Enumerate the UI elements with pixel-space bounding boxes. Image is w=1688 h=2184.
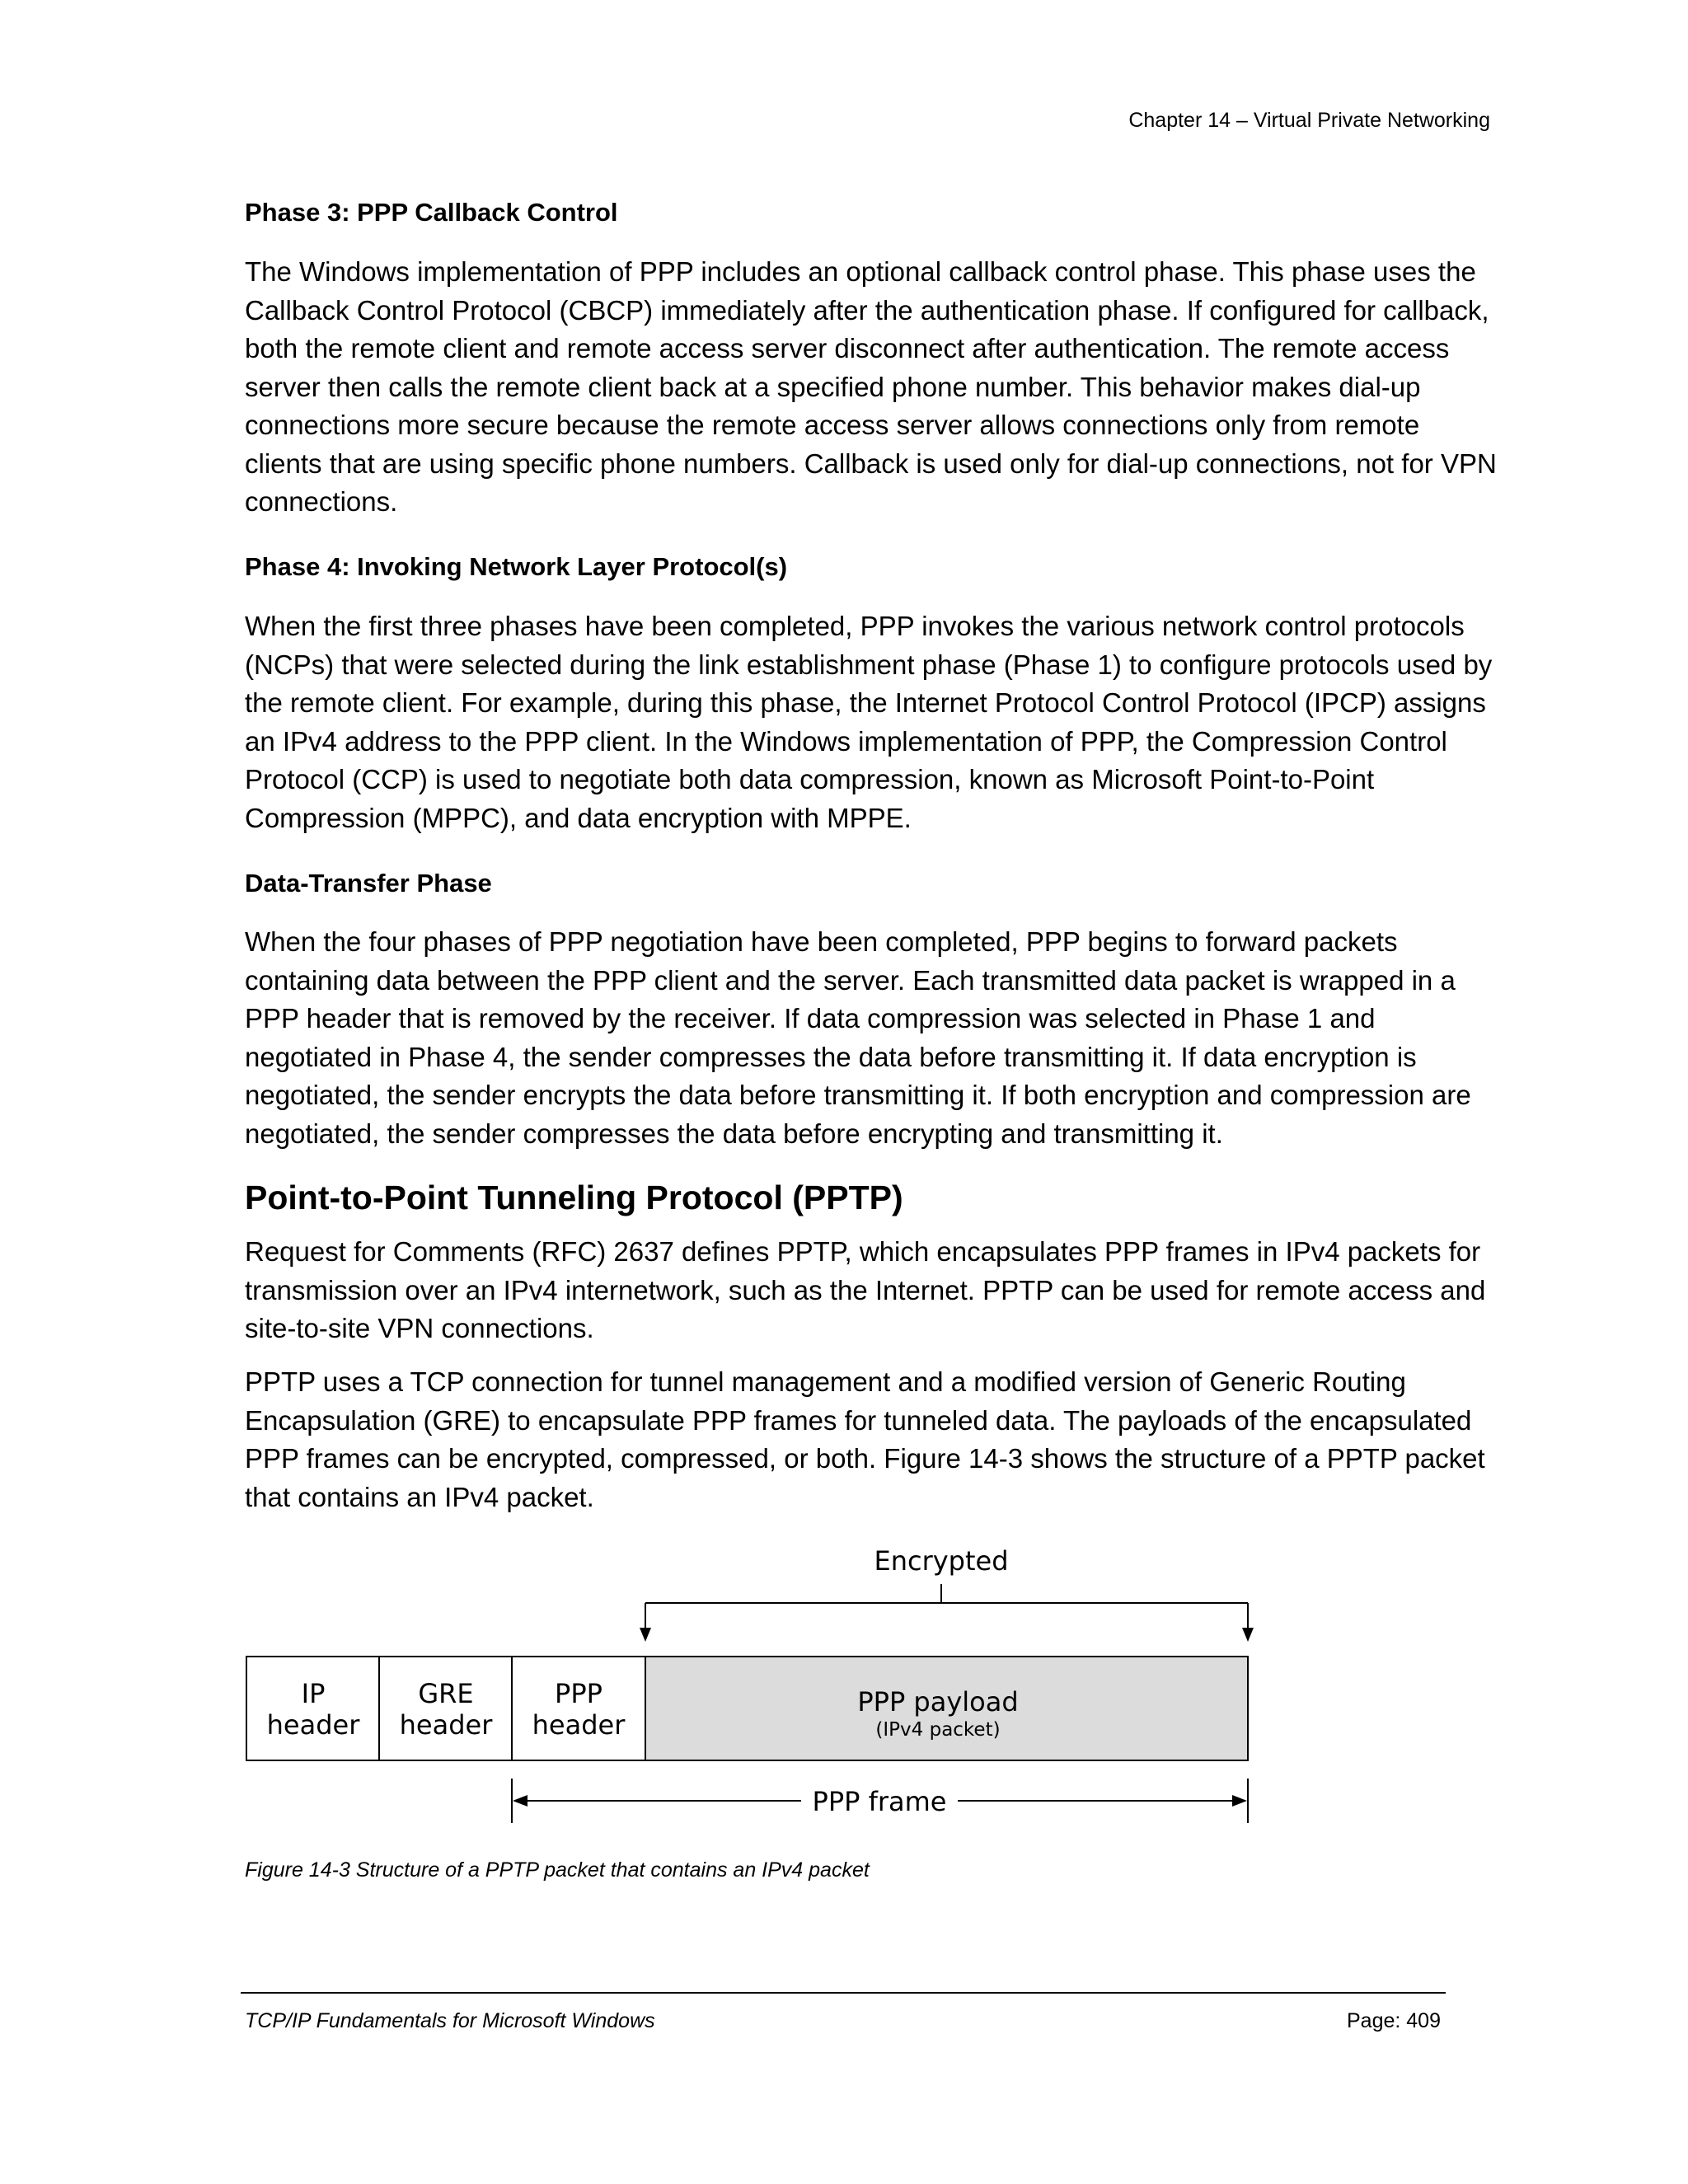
ip-header-line2: header — [266, 1709, 360, 1741]
ppp-frame-arrowhead-left — [513, 1795, 528, 1807]
ip-header-line1: IP — [301, 1678, 326, 1709]
ppp-frame-arrowhead-right — [1232, 1795, 1247, 1807]
heading-phase4: Phase 4: Invoking Network Layer Protocol(s) — [245, 552, 788, 581]
ppp-header-line2: header — [532, 1709, 626, 1741]
heading-phase3: Phase 3: PPP Callback Control — [245, 198, 618, 227]
paragraph-pptp-2: PPTP uses a TCP connection for tunnel management and a modified version of Generic Routing Encapsulation (GRE) to encapsulate PPP frames for tunneled data. The payloads of the encapsulated PPP frames can be encrypted, compressed, or both. Figure 14-3 shows the structure of a PPTP packet that contains an IPv4 packet. — [245, 1366, 1485, 1512]
page-header-chapter: Chapter 14 – Virtual Private Networking — [1128, 109, 1490, 132]
footer-page-number: Page: 409 — [1347, 2009, 1441, 2032]
footer-book-title: TCP/IP Fundamentals for Microsoft Windows — [245, 2009, 655, 2032]
paragraph-phase4: When the first three phases have been completed, PPP invokes the various network control protocols (NCPs) that were selected during the link establishment phase (Phase 1) to configure protocols used by the remote client. For example, during this phase, the Internet Protocol Control Protocol (IPCP) assigns an IPv4 address to the PPP client. In the Windows implementation of PPP, the Compression Control Protocol (CCP) is used to negotiate both data compression, known as Microsoft Point-to-Point Compression (MPPC), and data encryption with MPPE. — [245, 611, 1493, 833]
footer-divider — [241, 1992, 1446, 1994]
ppp-payload-sublabel: (IPv4 packet) — [875, 1719, 1001, 1741]
encrypted-label: Encrypted — [874, 1545, 1009, 1577]
heading-pptp: Point-to-Point Tunneling Protocol (PPTP) — [245, 1179, 903, 1216]
encrypted-arrowhead-right — [1242, 1628, 1254, 1642]
ppp-frame-label: PPP frame — [812, 1786, 947, 1817]
figure-caption: Figure 14-3 Structure of a PPTP packet that contains an IPv4 packet — [245, 1858, 870, 1882]
ppp-payload-label: PPP payload — [857, 1686, 1019, 1718]
ppp-header-line1: PPP — [555, 1678, 603, 1709]
paragraph-pptp-1: Request for Comments (RFC) 2637 defines PPTP, which encapsulates PPP frames in IPv4 packets for transmission over an IPv4 internetwork, such as the Internet. PPTP can be used for remote access and site-to-site VPN connections. — [245, 1236, 1486, 1343]
paragraph-data-transfer: When the four phases of PPP negotiation have been completed, PPP begins to forward packets containing data between the PPP client and the server. Each transmitted data packet is wrapped in a PPP header that is removed by the receiver. If data compression was selected in Phase 1 and negotiated in Phase 4, the sender compresses the data before transmitting it. If data encryption is negotiated, the sender encrypts the data before transmitting it. If both encryption and compression are negotiated, the sender compresses the data before encrypting and transmitting it. — [245, 926, 1471, 1149]
heading-data-transfer: Data-Transfer Phase — [245, 869, 492, 898]
encrypted-arrowhead-left — [640, 1628, 651, 1642]
gre-header-line2: header — [399, 1709, 493, 1741]
paragraph-phase3: The Windows implementation of PPP includes an optional callback control phase. This phase uses the Callback Control Protocol (CBCP) immediately after the authentication phase. If configured for callback, both the remote client and remote access server disconnect after authentication. The remote access server then calls the remote client back at a specified phone number. This behavior makes dial-up connections more secure because the remote access server allows connections only from remote clients that are using specific phone numbers. Callback is used only for dial-up connections, not for VPN connections. — [245, 256, 1497, 517]
gre-header-line1: GRE — [418, 1678, 474, 1709]
